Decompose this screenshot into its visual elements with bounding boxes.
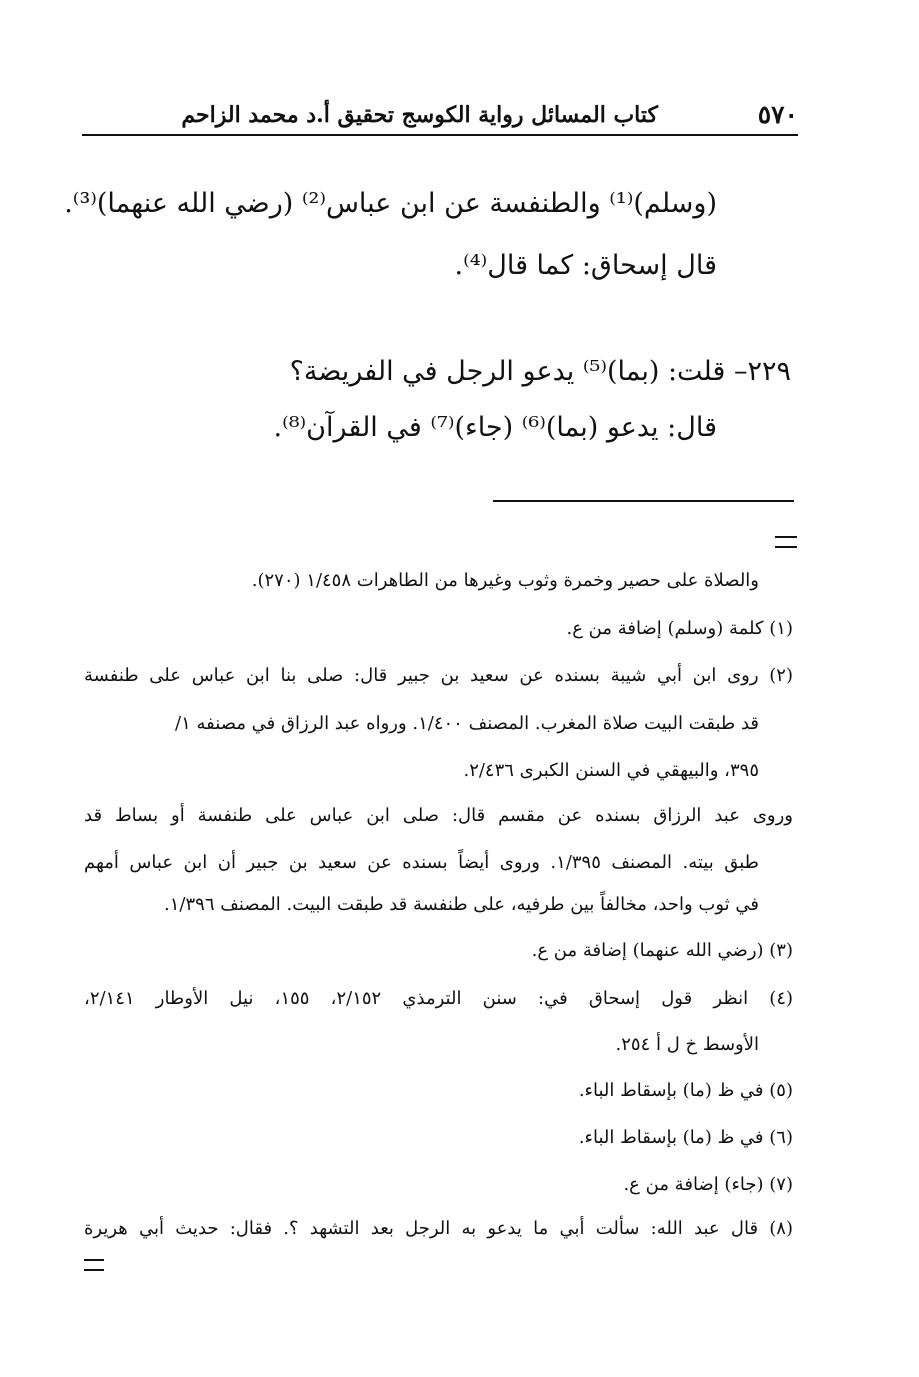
- footnote-6: (٦) في ظ (ما) بإسقاط الباء.: [578, 1127, 793, 1148]
- footnote-4-line: الأوسط خ ل أ ٢٥٤.: [615, 1034, 759, 1055]
- footnote-separator: [493, 500, 794, 502]
- footnote-continued: والصلاة على حصير وخمرة وثوب وغيرها من الطاهرات ١/٤٥٨ (٢٧٠).: [251, 570, 759, 591]
- footnote-1: (١) كلمة (وسلم) إضافة من ع.: [566, 618, 793, 639]
- footnote-2-line: (٢) روى ابن أبي شيبة بسنده عن سعيد بن جبير قال: صلى بنا ابن عباس على طنفسة: [84, 665, 793, 686]
- question-line: ٢٢٩– قلت: (بما)⁽⁵⁾ يدعو الرجل في الفريضة؟: [289, 356, 791, 387]
- footnote-2-line: ٣٩٥، والبيهقي في السنن الكبرى ٢/٤٣٦.: [463, 760, 759, 781]
- footnote-2-line: في ثوب واحد، مخالفاً بين طرفيه، على طنفسة قد طبقت البيت. المصنف ١/٣٩٦.: [164, 894, 759, 915]
- footnote-8: (٨) قال عبد الله: سألت أبي ما يدعو به الرجل بعد التشهد ؟. فقال: حديث أبي هريرة: [84, 1218, 793, 1239]
- header-rule: [82, 134, 798, 136]
- answer-line: قال: يدعو (بما)⁽⁶⁾ (جاء)⁽⁷⁾ في القرآن⁽⁸⁾.: [273, 412, 717, 443]
- body-line: (وسلم)⁽¹⁾ والطنفسة عن ابن عباس⁽²⁾ (رضي الله عنهما)⁽³⁾.: [64, 188, 717, 219]
- body-line: قال إسحاق: كما قال⁽⁴⁾.: [454, 250, 717, 281]
- footnote-2-line: قد طبقت البيت صلاة المغرب. المصنف ١/٤٠٠. ورواه عبد الرزاق في مصنفه ١/: [175, 713, 759, 734]
- footnote-4-line: (٤) انظر قول إسحاق في: سنن الترمذي ٢/١٥٢، ١٥٥، نيل الأوطار ٢/١٤١،: [84, 988, 794, 1009]
- footnote-2-line: وروى عبد الرزاق بسنده عن مقسم قال: صلى ابن عباس على طنفسة أو بساط قد: [84, 805, 793, 826]
- footnote-7: (٧) (جاء) إضافة من ع.: [623, 1174, 793, 1195]
- page-number: ٥٧٠: [757, 100, 798, 129]
- continuation-mark: [775, 536, 797, 548]
- footnote-3: (٣) (رضي الله عنهما) إضافة من ع.: [531, 940, 793, 961]
- continuation-mark-end: [84, 1259, 104, 1271]
- page-header: [82, 88, 798, 136]
- footnote-2-line: طبق بيته. المصنف ١/٣٩٥. وروى أيضاً بسنده عن سعيد بن جبير أن ابن عباس أمهم: [84, 852, 760, 873]
- footnote-5: (٥) في ظ (ما) بإسقاط الباء.: [578, 1080, 793, 1101]
- running-title: كتاب المسائل رواية الكوسج تحقيق أ.د محمد الزاحم: [181, 102, 658, 128]
